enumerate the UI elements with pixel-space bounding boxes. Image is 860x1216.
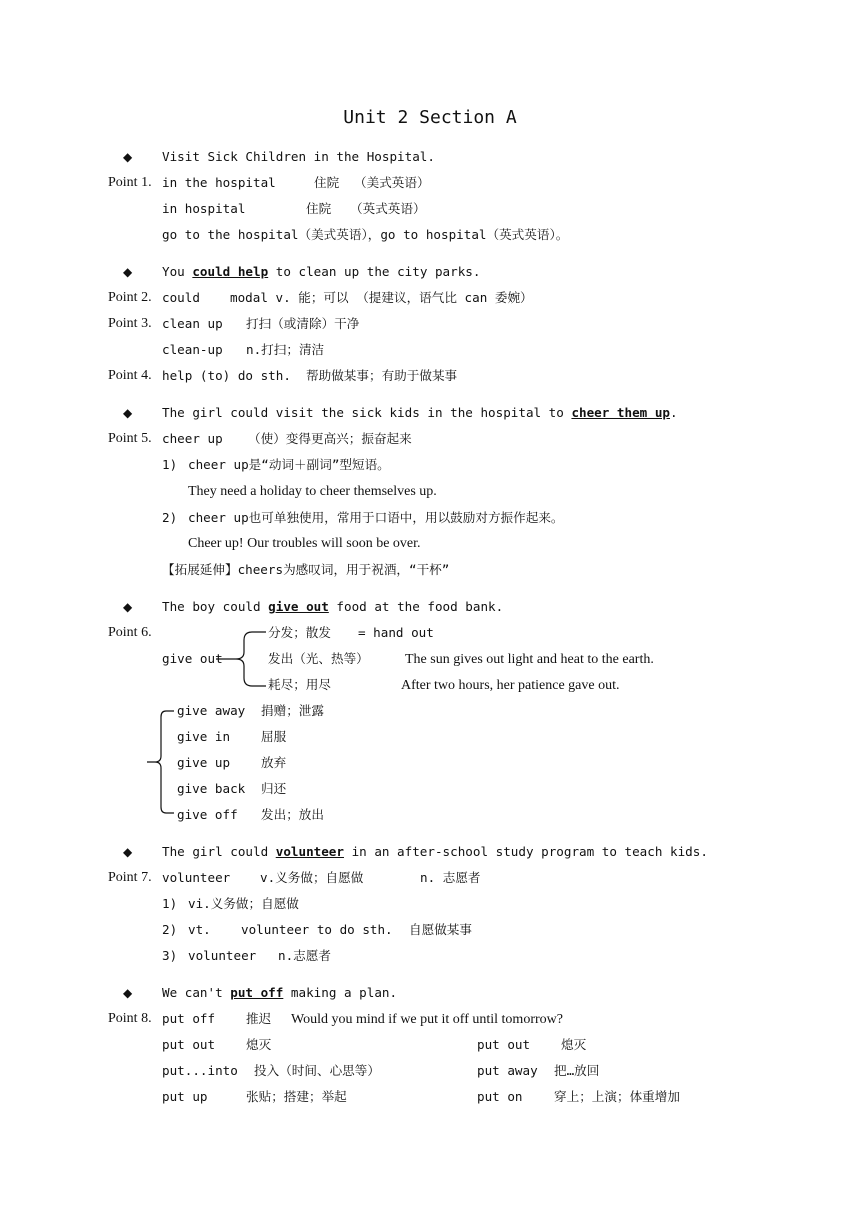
phrase: clean up [162, 316, 223, 331]
list-item: vi.义务做；自愿做 [188, 896, 299, 911]
phrase: put on [477, 1089, 523, 1104]
phrase: in hospital [162, 201, 246, 216]
list-item: cheer up是“动词＋副词”型短语。 [188, 457, 390, 472]
phrase: volunteer [188, 948, 257, 963]
meaning: n.志愿者 [278, 948, 331, 963]
bullet-icon: ◆ [123, 986, 133, 1000]
phrase: give off [177, 807, 238, 822]
phrase: give back [177, 781, 246, 796]
meaning: n. 志愿者 [420, 870, 481, 885]
meaning: 帮助做某事；有助于做某事 [306, 368, 458, 383]
point-label: Point 8. [108, 1011, 152, 1026]
phrase: give in [177, 729, 231, 744]
page-title: Unit 2 Section A [343, 107, 517, 128]
list-number: 3) [162, 948, 178, 963]
phrase: put up [162, 1089, 208, 1104]
example-sentence: After two hours, her patience gave out. [401, 678, 620, 693]
extension-note: 【拓展延伸】cheers为感叹词，用于祝酒，“干杯” [162, 562, 450, 577]
phrase: put away [477, 1063, 538, 1078]
example-sentence: Cheer up! Our troubles will soon be over. [188, 536, 421, 551]
point-label: Point 7. [108, 870, 152, 885]
meaning: 熄灭 [561, 1037, 587, 1052]
point-label: Point 1. [108, 175, 152, 190]
meaning: 穿上；上演；体重增加 [554, 1089, 680, 1104]
list-number: 2) [162, 510, 178, 525]
example-sentence: The sun gives out light and heat to the earth. [405, 652, 654, 667]
meaning: 投入（时间、心思等） [254, 1063, 380, 1078]
bullet-icon: ◆ [123, 265, 133, 279]
meaning: 自愿做某事 [409, 922, 472, 937]
phrase: give up [177, 755, 231, 770]
bullet-icon: ◆ [123, 600, 133, 614]
point-label: Point 4. [108, 368, 152, 383]
meaning: 把…放回 [554, 1063, 600, 1078]
point-label: Point 3. [108, 316, 152, 331]
phrase: in the hospital [162, 175, 276, 190]
meaning: v.义务做；自愿做 [260, 870, 364, 885]
example-sentence: They need a holiday to cheer themselves up. [188, 484, 437, 499]
note: （美式英语） [354, 175, 430, 190]
example-sentence: The girl could volunteer in an after-school study program to teach kids. [162, 844, 708, 859]
point-label: Point 2. [108, 290, 152, 305]
meaning: 推迟 [246, 1011, 272, 1026]
example-sentence: The girl could visit the sick kids in the hospital to cheer them up. [162, 405, 678, 420]
meaning: n.打扫；清洁 [246, 342, 325, 357]
example-sentence: We can't put off making a plan. [162, 985, 398, 1000]
meaning: （使）变得更高兴；振奋起来 [248, 431, 412, 446]
phrase: put off [162, 1011, 216, 1026]
meaning: 发出；放出 [261, 807, 324, 822]
phrase: clean-up [162, 342, 223, 357]
phrase: help (to) do sth. [162, 368, 291, 383]
highlighted-phrase: could help [192, 264, 269, 279]
list-item: vt. [188, 922, 211, 937]
list-number: 2) [162, 922, 178, 937]
phrase: cheer up [162, 431, 223, 446]
meaning: 熄灭 [246, 1037, 272, 1052]
root-phrase: give out [162, 651, 223, 666]
highlighted-phrase: cheer them up [571, 405, 671, 420]
meaning: 耗尽；用尽 [268, 677, 331, 692]
bullet-icon: ◆ [123, 406, 133, 420]
example-sentence: Visit Sick Children in the Hospital. [162, 149, 435, 164]
list-number: 1) [162, 896, 178, 911]
meaning: 分发；散发 [268, 625, 331, 640]
meaning: 发出（光、热等） [268, 651, 369, 666]
phrase: put out [162, 1037, 216, 1052]
highlighted-phrase: volunteer [275, 844, 344, 859]
bullet-icon: ◆ [123, 845, 133, 859]
meaning: 住院 [314, 175, 340, 190]
example-sentence: You could help to clean up the city parks. [162, 264, 481, 279]
synonym: = hand out [358, 625, 434, 640]
phrase: could [162, 290, 200, 305]
meaning: 捐赠；泄露 [261, 703, 324, 718]
meaning: modal v. 能；可以 （提建议，语气比 can 委婉） [230, 290, 533, 305]
meaning: 屈服 [261, 729, 287, 744]
highlighted-phrase: put off [230, 985, 284, 1000]
usage-note: go to the hospital（美式英语），go to hospital（英式英语）。 [162, 227, 569, 242]
brace-icon [212, 626, 268, 694]
phrase: give away [177, 703, 246, 718]
phrase: volunteer to do sth. [241, 922, 393, 937]
phrase: volunteer [162, 870, 231, 885]
brace-icon [146, 702, 176, 822]
example-sentence: The boy could give out food at the food bank. [162, 599, 504, 614]
list-item: cheer up也可单独使用，常用于口语中，用以鼓励对方振作起来。 [188, 510, 564, 525]
highlighted-phrase: give out [268, 599, 329, 614]
point-label: Point 6. [108, 625, 152, 640]
meaning: 打扫（或清除）干净 [246, 316, 360, 331]
meaning: 张贴；搭建；举起 [246, 1089, 347, 1104]
phrase: put out [477, 1037, 531, 1052]
meaning: 归还 [261, 781, 287, 796]
bullet-icon: ◆ [123, 150, 133, 164]
list-number: 1) [162, 457, 178, 472]
note: （英式英语） [350, 201, 426, 216]
example-sentence: Would you mind if we put it off until tomorrow? [291, 1012, 563, 1027]
meaning: 住院 [306, 201, 332, 216]
meaning: 放弃 [261, 755, 287, 770]
phrase: put...into [162, 1063, 238, 1078]
point-label: Point 5. [108, 431, 152, 446]
